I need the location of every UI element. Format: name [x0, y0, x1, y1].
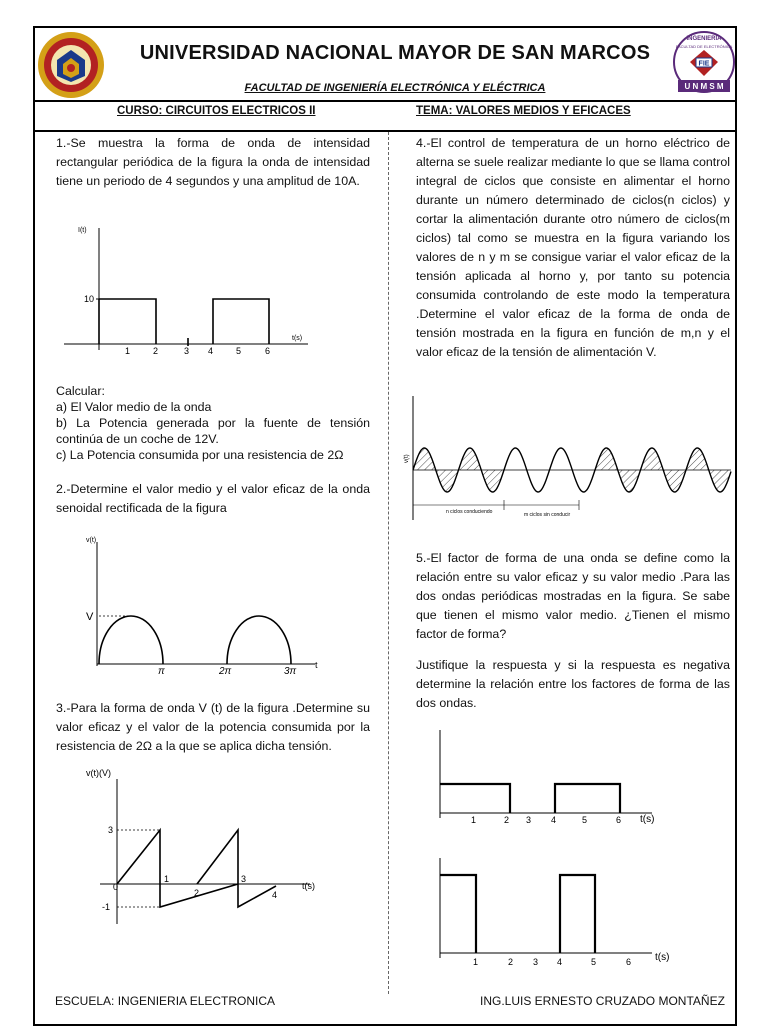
p3-tick-1: 1 [164, 874, 170, 884]
p4-label-m: m ciclos sin conducir [524, 512, 571, 518]
p5b-tick-2: 2 [508, 957, 514, 967]
p4-ylabel: v(t) [404, 454, 410, 463]
p5a-tick-5: 5 [582, 815, 588, 825]
topic-label: TEMA: VALORES MEDIOS Y EFICACES [416, 105, 631, 117]
problem-4-text: 4.-El control de temperatura de un horno eléctrico de alterna se suele realizar mediante lo que se llama control integral de ciclos que consiste en alimentar el horno durante un número determinado de ciclos(n ciclos) y cortar la alimentación durante otro número de ciclos(m ciclos) tal como se muestra en la figura variando los valores de n y m se consigue variar el valor eficaz de la tensión aplicada al horno y, por tanto su potencia consumida controlando de este modo la temperatura .Determine el valor eficaz de la forma de onda de tensión mostrada en la figura en función de m,n y el valor eficaz de la tensión de alimentación V. [416, 136, 730, 359]
p1-ylabel: I(t) [78, 227, 87, 234]
p5b-tick-1: 1 [473, 957, 479, 967]
logo-side-text: FACULTAD DE ELECTRÓNICA [675, 44, 733, 49]
p3-ylabel: v(t)(V) [86, 768, 111, 778]
header-divider-2 [33, 130, 737, 132]
p5a-tick-2: 2 [504, 815, 510, 825]
p1-tick-3: 3 [184, 346, 190, 356]
p3-yhi-label: 3 [108, 825, 114, 835]
problem-1-chart [60, 222, 320, 362]
p3-origin-label: 0 [113, 882, 119, 892]
problem-3-text: 3.-Para la forma de onda V (t) de la figura .Determine su valor eficaz y el valor de la potencia consumida por la resistencia de 2Ω a la que se aplica dicha tensión. [56, 701, 370, 753]
p3-tick-2: 2 [194, 888, 200, 898]
p5b-tick-3: 3 [533, 957, 539, 967]
course-label: CURSO: CIRCUITOS ELECTRICOS II [117, 105, 316, 117]
p5a-tick-6: 6 [616, 815, 622, 825]
p2-tick-2pi: 2π [219, 666, 232, 677]
problem-2-chart [60, 532, 340, 677]
p1-xlabel: t(s) [292, 335, 303, 342]
p5b-tick-4: 4 [557, 957, 563, 967]
p5b-xlabel: t(s) [655, 952, 670, 963]
p2-tick-3pi: 3π [284, 666, 297, 677]
p1-calc-title: Calcular: [56, 384, 105, 398]
footer-author: ING.LUIS ERNESTO CRUZADO MONTAÑEZ [480, 994, 725, 1008]
p3-tick-3: 3 [241, 874, 247, 884]
problem-5-text-2: Justifique la respuesta y si la respuesta es negativa determine la relación entre los factores de forma de las dos ondas. [416, 658, 730, 710]
p1-tick-2: 2 [153, 346, 159, 356]
university-title: UNIVERSIDAD NACIONAL MAYOR DE SAN MARCOS [139, 42, 651, 64]
problem-2-text: 2.-Determine el valor medio y el valor eficaz de la onda senoidal rectificada de la figura [56, 482, 370, 515]
p2-ylabel: v(t) [86, 537, 97, 544]
p1-tick-5: 5 [236, 346, 242, 356]
faculty-title: FACULTAD DE INGENIERÍA ELECTRÓNICA Y ELÉCTRICA [244, 82, 546, 94]
p5a-tick-1: 1 [471, 815, 477, 825]
p2-xlabel: t [315, 660, 318, 670]
problem-5-text: 5.-El factor de forma de una onda se define como la relación entre su valor eficaz y su valor medio .Para las dos ondas periódicas mostradas en la figura. Se sabe que tienen el mismo valor medio. ¿Tienen el mismo factor de forma? [416, 551, 730, 641]
p1-tick-6: 6 [265, 346, 271, 356]
problem-3-chart [80, 764, 330, 929]
p1-tick-4: 4 [208, 346, 214, 356]
logo-bottom-text: U N M S M [684, 82, 724, 91]
p2-peak-label: V [86, 611, 94, 623]
p3-xlabel: t(s) [302, 881, 315, 891]
problem-1-text: 1.-Se muestra la forma de onda de intensidad rectangular periódica de la figura la onda de intensidad tiene un periodo de 4 segundos y una amplitud de 10A. [56, 136, 370, 188]
university-crest-logo [35, 30, 107, 100]
p3-ylo-label: -1 [102, 902, 111, 912]
logo-center-text: FIE [698, 60, 710, 68]
p1-item-c: c) La Potencia consumida por una resistencia de 2Ω [56, 448, 344, 462]
p2-tick-pi: π [158, 666, 165, 677]
footer-school: ESCUELA: INGENIERIA ELECTRONICA [55, 994, 276, 1008]
p5b-tick-5: 5 [591, 957, 597, 967]
p1-item-a: a) El Valor medio de la onda [56, 400, 212, 414]
problem-5-chart-1 [420, 728, 670, 828]
header-divider-1 [33, 100, 737, 102]
problem-5-chart-2 [420, 853, 670, 968]
p5b-tick-6: 6 [626, 957, 632, 967]
p1-item-b: b) La Potencia generada por la fuente de tensión continúa de un coche de 12V. [56, 416, 370, 446]
problem-4-chart [396, 392, 736, 522]
p3-tick-4: 4 [272, 890, 278, 900]
p5a-tick-4: 4 [551, 815, 557, 825]
faculty-logo [672, 28, 736, 100]
p5a-xlabel: t(s) [640, 814, 655, 825]
p1-tick-1: 1 [125, 346, 131, 356]
p1-level-label: 10 [84, 294, 95, 304]
logo-top-text: INGENIERIA [686, 36, 722, 42]
column-divider [388, 132, 389, 994]
p5a-tick-3: 3 [526, 815, 532, 825]
p4-label-n: n ciclos conduciendo [446, 509, 493, 515]
